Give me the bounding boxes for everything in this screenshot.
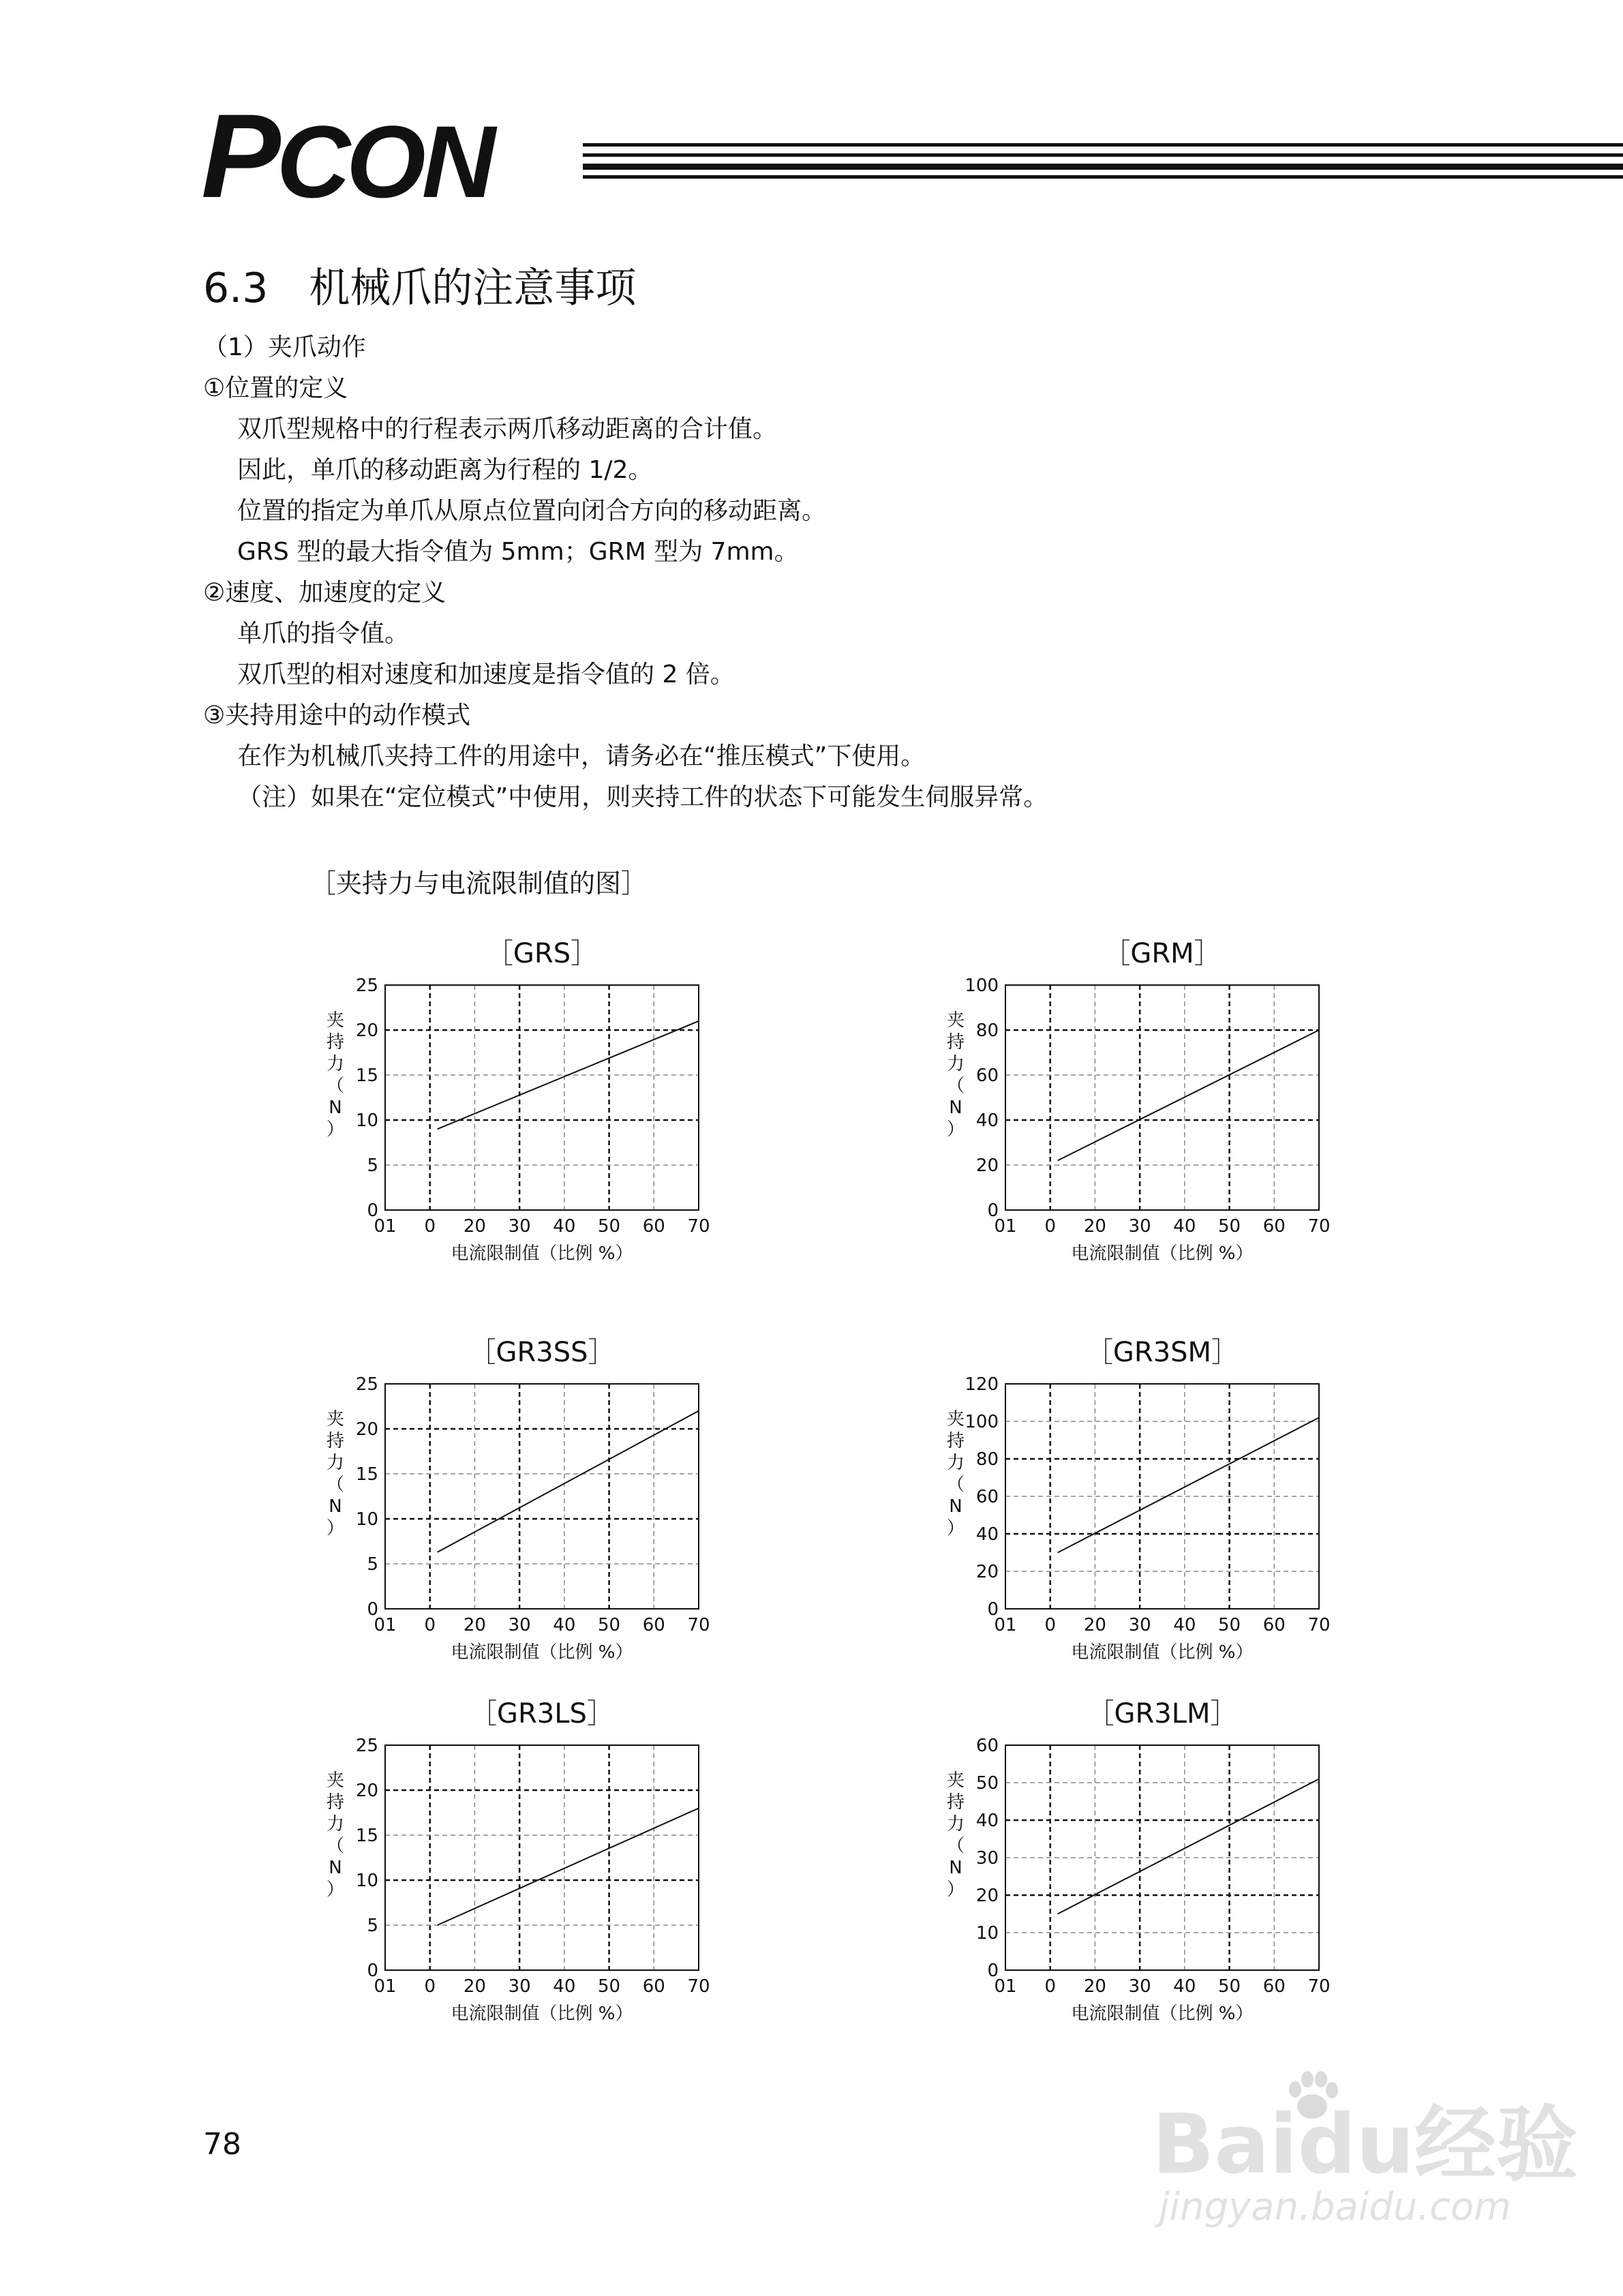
y-axis-label-char: 夹	[326, 1770, 345, 1791]
body-line: 双爪型规格中的行程表示两爪移动距离的合计值。	[237, 415, 778, 443]
x-tick-label: 0	[424, 1216, 436, 1237]
y-tick-label: 20	[355, 1021, 378, 1041]
y-tick-label: 20	[975, 1155, 999, 1176]
logo-text	[201, 90, 492, 223]
chart-title: ［GRM］	[1103, 938, 1222, 969]
chart-gr3sm	[941, 1326, 1370, 1680]
chart-grs-svg	[320, 927, 750, 1282]
x-tick-label: 50	[1218, 1615, 1241, 1635]
y-axis-label-char: N	[329, 1858, 342, 1878]
x-tick-label: 30	[508, 1615, 531, 1635]
x-tick-label: 01	[994, 1976, 1017, 1997]
y-axis-label-char: （	[326, 1836, 345, 1856]
y-tick-label: 0	[367, 1961, 378, 1981]
y-axis-label-char: （	[946, 1076, 965, 1096]
y-axis-label-char: N	[949, 1496, 962, 1517]
x-tick-label: 70	[687, 1976, 710, 1997]
y-tick-label: 0	[987, 1200, 999, 1221]
y-tick-label: 10	[355, 1871, 378, 1891]
x-axis-label: 电流限制值（比例 %）	[451, 1243, 633, 1264]
y-tick-label: 100	[965, 976, 999, 996]
body-text	[203, 327, 1498, 818]
y-axis-label-char: 力	[946, 1453, 965, 1473]
y-tick-label: 15	[355, 1464, 378, 1485]
y-tick-label: 0	[987, 1599, 999, 1620]
chart-grm	[941, 927, 1370, 1282]
body-line: GRS 型的最大指令值为 5mm；GRM 型为 7mm。	[237, 538, 799, 566]
y-axis-label-char: 持	[326, 1792, 345, 1813]
y-tick-label: 10	[355, 1111, 378, 1131]
x-tick-label: 50	[1218, 1976, 1241, 1997]
y-axis-label-char: （	[326, 1475, 345, 1495]
x-tick-label: 70	[1307, 1216, 1331, 1237]
y-axis-label-char: 持	[326, 1032, 345, 1053]
body-line: 因此，单爪的移动距离为行程的 1/2。	[237, 456, 653, 484]
watermark-main: Baidu经验	[1152, 2098, 1578, 2192]
logo-rule-lines	[583, 143, 1623, 179]
page-number: 78	[203, 2127, 241, 2162]
data-line	[1058, 1030, 1319, 1160]
y-axis-label-char: 持	[946, 1032, 965, 1053]
x-axis-label: 电流限制值（比例 %）	[1071, 1642, 1254, 1663]
chart-title: ［GRS］	[485, 938, 598, 969]
x-tick-label: 20	[1083, 1976, 1106, 1997]
x-tick-label: 60	[1262, 1976, 1286, 1997]
subsection-heading: （1）夹爪动作	[203, 333, 366, 361]
y-axis-label-char: 力	[326, 1453, 345, 1473]
y-tick-label: 5	[367, 1554, 378, 1575]
y-tick-label: 80	[975, 1021, 999, 1041]
y-axis-label-char: N	[949, 1098, 962, 1118]
x-tick-label: 20	[1083, 1615, 1106, 1635]
y-tick-label: 10	[355, 1509, 378, 1530]
x-tick-label: 30	[508, 1216, 531, 1237]
y-axis-label-char: 夹	[946, 1010, 965, 1031]
x-tick-label: 70	[1307, 1976, 1331, 1997]
x-tick-label: 40	[1173, 1216, 1196, 1237]
y-axis-label-char: N	[949, 1858, 962, 1878]
y-tick-label: 25	[355, 976, 378, 996]
x-tick-label: 60	[1262, 1615, 1286, 1635]
chart-gr3sm-svg	[941, 1326, 1370, 1680]
y-axis-label-char: N	[329, 1098, 342, 1118]
chart-gr3ls	[320, 1687, 750, 2042]
y-axis-label-char: （	[946, 1475, 965, 1495]
chart-gr3ss-svg	[320, 1326, 750, 1680]
x-axis-label: 电流限制值（比例 %）	[1071, 1243, 1254, 1264]
y-axis-label-char: N	[329, 1496, 342, 1517]
y-axis-label-char: ）	[946, 1518, 965, 1539]
y-axis-label-char: 夹	[326, 1010, 345, 1031]
x-tick-label: 60	[642, 1615, 665, 1635]
y-axis-label-char: 持	[326, 1431, 345, 1451]
body-line: 双爪型的相对速度和加速度是指令值的 2 倍。	[237, 661, 735, 689]
y-axis-label-char: 力	[946, 1054, 965, 1074]
y-axis-label-char: 持	[946, 1431, 965, 1451]
plot-frame	[385, 1745, 699, 1970]
x-tick-label: 50	[598, 1615, 621, 1635]
x-tick-label: 70	[1307, 1615, 1331, 1635]
chart-gr3ss	[320, 1326, 750, 1680]
y-tick-label: 80	[975, 1449, 999, 1470]
x-tick-label: 0	[1044, 1976, 1056, 1997]
data-line	[1058, 1779, 1319, 1914]
chart-grm-svg	[941, 927, 1370, 1282]
x-tick-label: 40	[1173, 1615, 1196, 1635]
chart-gr3lm-svg	[941, 1687, 1370, 2042]
chart-gr3ls-svg	[320, 1687, 750, 2042]
x-tick-label: 30	[1128, 1615, 1151, 1635]
data-line	[438, 1411, 699, 1552]
x-tick-label: 01	[994, 1615, 1017, 1635]
y-tick-label: 10	[975, 1923, 999, 1944]
watermark-sub: jingyan.baidu.com	[1159, 2185, 1511, 2229]
figure-caption: ［夹持力与电流限制值的图］	[310, 868, 648, 898]
x-tick-label: 30	[508, 1976, 531, 1997]
y-tick-label: 20	[355, 1781, 378, 1801]
y-tick-label: 25	[355, 1374, 378, 1395]
y-tick-label: 0	[367, 1599, 378, 1620]
note-line: （注）如果在“定位模式”中使用，则夹持工件的状态下可能发生伺服异常。	[237, 783, 1048, 811]
y-tick-label: 15	[355, 1826, 378, 1846]
y-tick-label: 5	[367, 1916, 378, 1936]
x-tick-label: 20	[463, 1615, 486, 1635]
x-tick-label: 40	[1173, 1976, 1196, 1997]
y-axis-label-char: ）	[326, 1879, 345, 1900]
y-axis-label-char: 持	[946, 1792, 965, 1813]
x-axis-label: 电流限制值（比例 %）	[451, 1642, 633, 1663]
item-heading: ①位置的定义	[203, 374, 348, 402]
y-tick-label: 30	[975, 1848, 999, 1869]
x-tick-label: 50	[598, 1976, 621, 1997]
x-tick-label: 20	[1083, 1216, 1106, 1237]
item-heading: ②速度、加速度的定义	[203, 579, 446, 607]
y-tick-label: 40	[975, 1111, 999, 1131]
x-tick-label: 50	[598, 1216, 621, 1237]
x-tick-label: 01	[374, 1976, 397, 1997]
chart-title: ［GR3SM］	[1085, 1337, 1239, 1368]
x-tick-label: 30	[1128, 1216, 1151, 1237]
y-tick-label: 20	[355, 1419, 378, 1440]
x-tick-label: 50	[1218, 1216, 1241, 1237]
y-axis-label-char: 夹	[946, 1409, 965, 1430]
x-tick-label: 40	[553, 1976, 576, 1997]
y-axis-label-char: 力	[326, 1054, 345, 1074]
y-tick-label: 60	[975, 1487, 999, 1507]
x-tick-label: 70	[687, 1615, 710, 1635]
x-tick-label: 20	[463, 1976, 486, 1997]
x-tick-label: 40	[553, 1216, 576, 1237]
x-tick-label: 01	[374, 1216, 397, 1237]
x-tick-label: 01	[374, 1615, 397, 1635]
chart-title: ［GR3SS］	[468, 1337, 616, 1368]
y-tick-label: 120	[965, 1374, 999, 1395]
y-tick-label: 60	[975, 1736, 999, 1756]
data-line	[1058, 1418, 1319, 1553]
body-line: 位置的指定为单爪从原点位置向闭合方向的移动距离。	[237, 497, 827, 525]
item-heading: ③夹持用途中的动作模式	[203, 701, 471, 729]
chart-grs	[320, 927, 750, 1282]
x-tick-label: 0	[424, 1615, 436, 1635]
x-tick-label: 60	[642, 1976, 665, 1997]
y-axis-label-char: 力	[946, 1814, 965, 1834]
x-tick-label: 40	[553, 1615, 576, 1635]
plot-frame	[385, 985, 699, 1210]
x-tick-label: 60	[1262, 1216, 1286, 1237]
y-axis-label-char: 力	[326, 1814, 345, 1834]
y-tick-label: 20	[975, 1562, 999, 1582]
y-axis-label-char: ）	[946, 1879, 965, 1900]
x-tick-label: 0	[1044, 1615, 1056, 1635]
body-line: 在作为机械爪夹持工件的用途中，请务必在“推压模式”下使用。	[237, 742, 926, 770]
x-tick-label: 60	[642, 1216, 665, 1237]
chart-gr3lm	[941, 1687, 1370, 2042]
y-tick-label: 50	[975, 1773, 999, 1794]
y-tick-label: 25	[355, 1736, 378, 1756]
y-axis-label-char: 夹	[326, 1409, 345, 1430]
logo-con: CON	[276, 104, 492, 219]
logo-p: P	[201, 90, 277, 223]
y-tick-label: 20	[975, 1886, 999, 1906]
y-axis-label-char: ）	[326, 1518, 345, 1539]
chart-title: ［GR3LM］	[1087, 1698, 1238, 1729]
x-tick-label: 0	[1044, 1216, 1056, 1237]
y-tick-label: 0	[987, 1961, 999, 1981]
y-tick-label: 100	[965, 1412, 999, 1432]
baidu-watermark	[1152, 2066, 1578, 2243]
y-tick-label: 40	[975, 1524, 999, 1545]
pcon-logo	[201, 90, 1421, 223]
y-axis-label-char: ）	[326, 1119, 345, 1140]
data-line	[438, 1808, 699, 1925]
y-axis-label-char: 夹	[946, 1770, 965, 1791]
x-tick-label: 0	[424, 1976, 436, 1997]
body-line: 单爪的指令值。	[237, 620, 410, 648]
x-axis-label: 电流限制值（比例 %）	[1071, 2004, 1254, 2024]
y-tick-label: 40	[975, 1811, 999, 1831]
plot-frame	[1005, 985, 1319, 1210]
x-axis-label: 电流限制值（比例 %）	[451, 2004, 633, 2024]
y-tick-label: 15	[355, 1066, 378, 1086]
x-tick-label: 70	[687, 1216, 710, 1237]
y-tick-label: 0	[367, 1200, 378, 1221]
chart-title: ［GR3LS］	[470, 1698, 614, 1729]
y-tick-label: 5	[367, 1155, 378, 1176]
section-title: 6.3 机械爪的注意事项	[203, 265, 637, 312]
x-tick-label: 30	[1128, 1976, 1151, 1997]
y-axis-label-char: （	[326, 1076, 345, 1096]
x-tick-label: 20	[463, 1216, 486, 1237]
x-tick-label: 01	[994, 1216, 1017, 1237]
y-tick-label: 60	[975, 1066, 999, 1086]
y-axis-label-char: ）	[946, 1119, 965, 1140]
y-axis-label-char: （	[946, 1836, 965, 1856]
